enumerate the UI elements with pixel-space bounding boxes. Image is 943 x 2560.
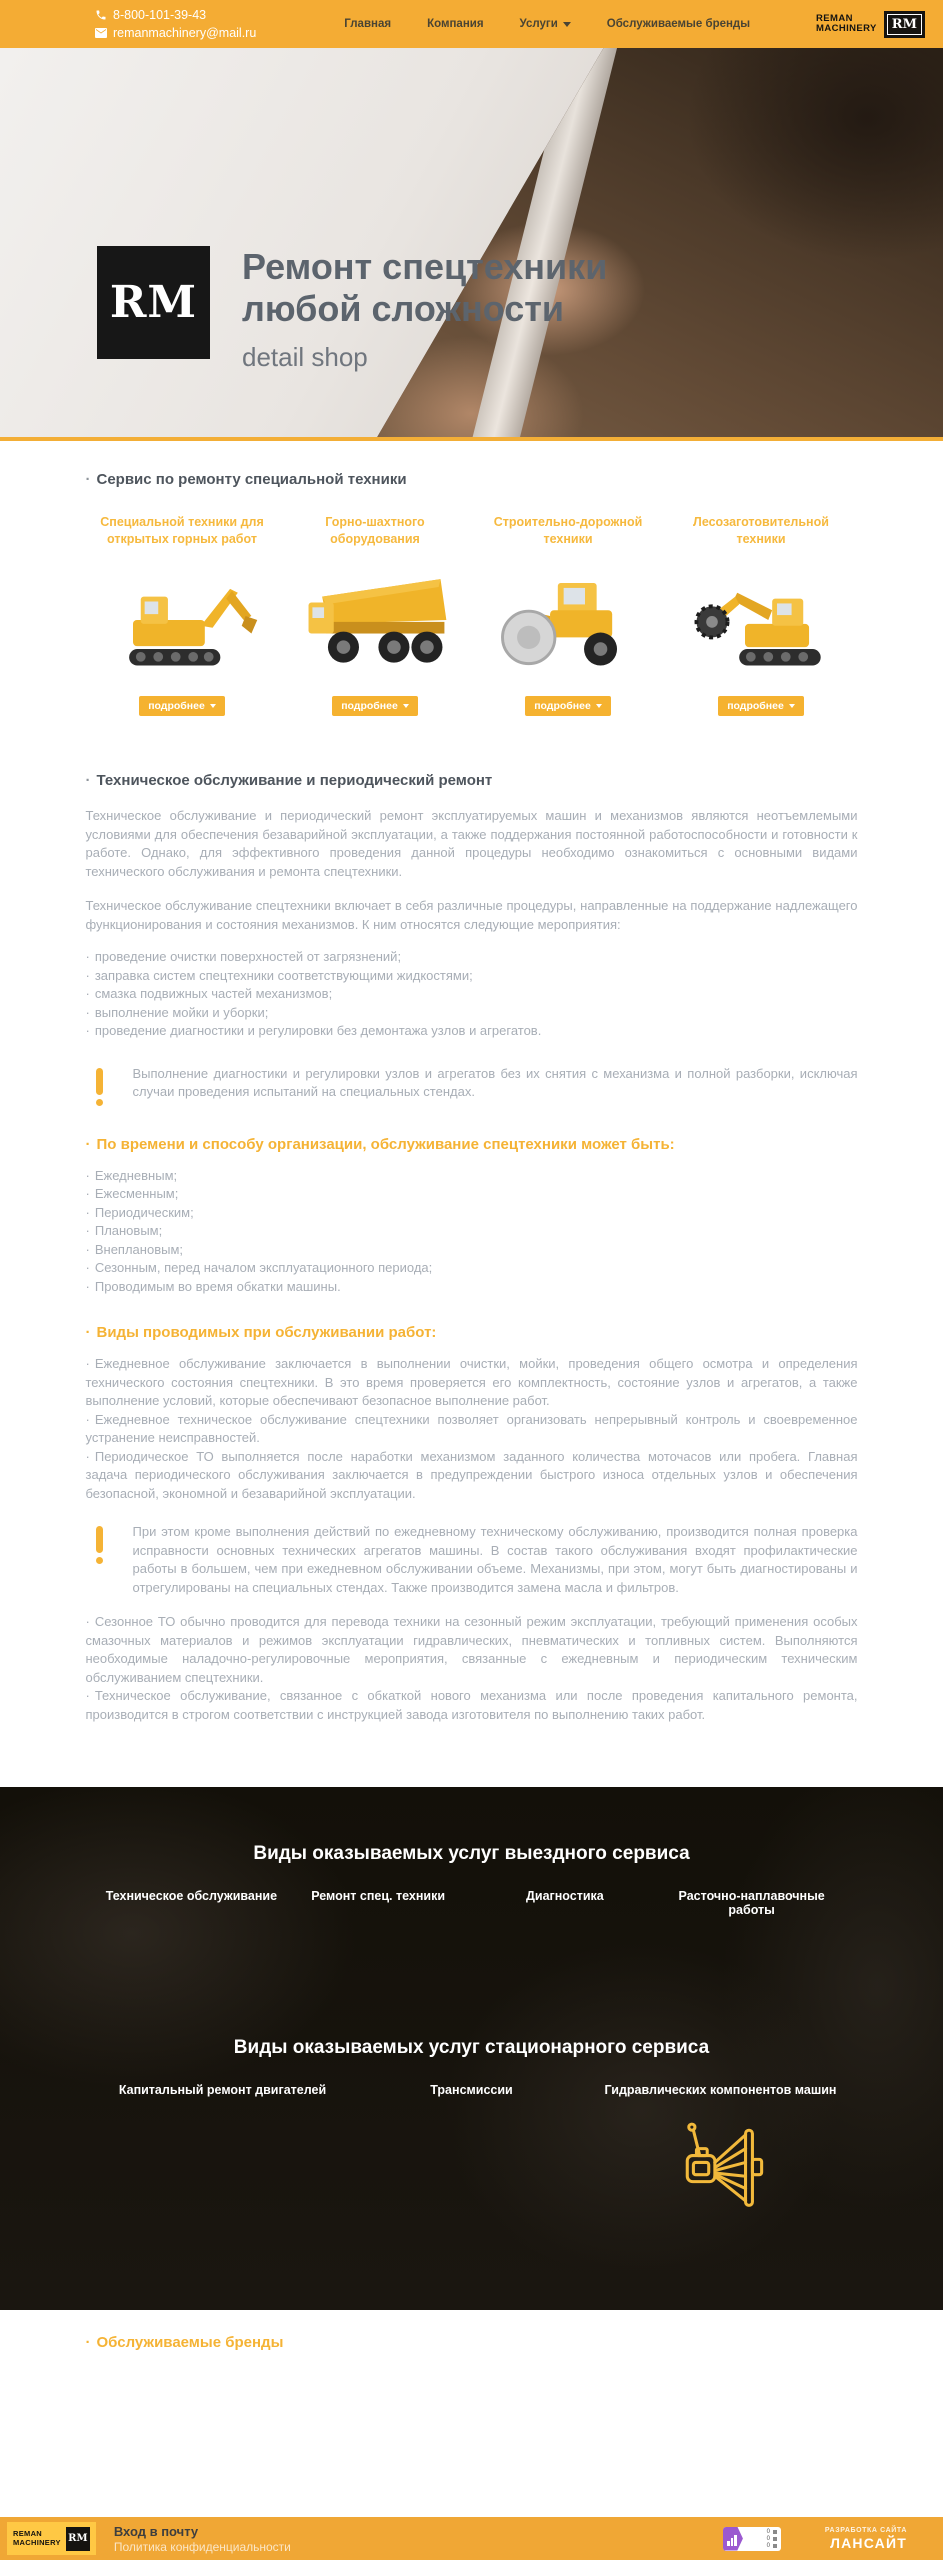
list-item: · Внеплановым; [85, 1241, 183, 1257]
hero-content [97, 246, 607, 373]
logo-line2: MACHINERY [816, 23, 877, 34]
top-bar [0, 0, 943, 48]
nav-item-home[interactable]: Главная [344, 18, 392, 30]
warning-text: При этом кроме выполнения действий по ежедневному техническому обслуживанию, производится полная проверка исправности основных технических агрегатов машины. В состав такого обслуживания входят профилактические работы в большем, чем при ежедневном обслуживании объеме. Механизмы, при этом, могут быть диагностированы и отрегулированы на специальных стендах. Также производится замена масла и фильтров. [132, 1524, 858, 1595]
card-title[interactable]: Лесозаготовительной техники [693, 515, 829, 546]
rm-logo-badge: RM [66, 2527, 90, 2551]
exclamation-icon [96, 1065, 103, 1106]
nav-item-services-label: Услуги [519, 18, 558, 30]
stationary-service-heading: Виды оказываемых услуг стационарного сервиса [233, 2037, 710, 2058]
brands-heading: · Обслуживаемые бренды [85, 2334, 284, 2351]
hero-title-line2: любой сложности [242, 287, 564, 329]
footer-links [114, 2524, 291, 2554]
phone-icon [95, 9, 107, 21]
counter-row-icon [773, 2530, 777, 2534]
hero-rm-logo: RM [97, 246, 210, 359]
card-forestry-machinery [665, 514, 858, 716]
counter-chart-icon [723, 2527, 743, 2551]
hero-title-line1: Ремонт спецтехники [242, 246, 608, 287]
mobile-service-heading: Виды оказываемых услуг выездного сервиса [253, 1843, 690, 1864]
email-icon [95, 28, 107, 38]
footer-right [723, 2527, 907, 2551]
service-types-list [86, 1167, 858, 1297]
chevron-down-icon [563, 22, 571, 27]
warning-text: Выполнение диагностики и регулировки узлов и агрегатов без их снятия с механизма и полной разборки, исключая случаи проведения испытаний на специальных стендах. [132, 1065, 858, 1099]
work-points [86, 1355, 858, 1503]
article-heading: · Техническое обслуживание и периодический ремонт [85, 772, 493, 789]
chevron-down-icon [403, 704, 409, 708]
logo-line1: REMAN [816, 12, 853, 24]
footer-logo-text: REMAN MACHINERY [13, 2529, 61, 2547]
hero-text [242, 246, 607, 373]
phone-number[interactable]: 8-800-101-39-43 [113, 7, 207, 22]
list-item: · проведение диагностики и регулировки без демонтажа узлов и агрегатов. [85, 1023, 542, 1038]
stationary-icons-row [98, 2113, 845, 2218]
more-button[interactable]: подробнее [139, 696, 225, 716]
mail-login-link[interactable]: Вход в почту [113, 2523, 199, 2539]
list-item: · заправка систем спецтехники соответствующими жидкостями; [85, 967, 473, 983]
service-item-repair: Ремонт спец. техники [311, 1889, 446, 1903]
more-button[interactable]: подробнее [718, 696, 804, 716]
privacy-policy-link[interactable]: Политика конфиденциальности [113, 2539, 291, 2554]
warning-note [86, 1065, 858, 1106]
main-nav [344, 18, 750, 30]
exclamation-icon [96, 1523, 103, 1597]
service-item-hydraulic-components: Гидравлических компонентов машин [604, 2083, 837, 2097]
service-item-transmissions: Трансмиссии [430, 2083, 513, 2097]
metal-rail-detail [458, 48, 625, 437]
service-item-diagnostics: Диагностика [526, 1889, 604, 1903]
list-item: · Периодическим; [85, 1204, 194, 1220]
orange-heading-organization: · По времени и способу организации, обслуживание спецтехники может быть: [85, 1135, 675, 1153]
chevron-down-icon [210, 704, 216, 708]
list-item: · Сезонным, перед началом эксплуатационного периода; [85, 1260, 433, 1275]
phone-row[interactable] [95, 6, 256, 24]
list-item: · проведение очистки поверхностей от загрязнений; [85, 949, 402, 964]
chevron-down-icon [596, 704, 602, 708]
main-content [0, 441, 943, 1787]
warning-note [86, 1523, 858, 1597]
article-paragraph: Техническое обслуживание и периодический ремонт эксплуатируемых машин и механизмов являются неотъемлемыми условиями для обеспечения безаварийной эксплуатации, а также поддержания постоянной работоспособности и готовности к работе. Однако, для эффективного проведения данной процедуры необходимо ознакомиться с основными видами технического обслуживания и ремонта спецтехники. [85, 808, 858, 879]
heading-bullet: · [85, 772, 91, 789]
service-cards [86, 514, 858, 716]
footer-logo[interactable] [7, 2522, 96, 2555]
list-item: · Проводимым во время обкатки машины. [85, 1278, 341, 1294]
maintenance-list [86, 948, 858, 1041]
hero-photo-repair-hands [0, 48, 943, 437]
dark-services-section [0, 1787, 943, 2310]
counter-row-icon [773, 2544, 777, 2548]
hero-subtitle: detail shop [242, 341, 368, 372]
email-row[interactable] [95, 24, 256, 42]
list-item: · Плановым; [85, 1223, 163, 1238]
counter-row-icon [773, 2537, 777, 2541]
footer [0, 2517, 943, 2560]
list-item: · смазка подвижных частей механизмов; [85, 986, 333, 1001]
point-paragraph: · Техническое обслуживание, связанное с обкаткой нового механизма или после проведения капитального ремонта, производится в строгом соответствии с инструкцией завода изготовителя по выполнению таких работ. [85, 1688, 858, 1722]
card-title[interactable]: Строительно-дорожной техники [493, 515, 643, 546]
nav-item-brands[interactable]: Обслуживаемые бренды [606, 18, 751, 30]
rm-logo-badge [884, 11, 925, 38]
counter-values [743, 2527, 781, 2551]
hero-section [0, 48, 943, 437]
service-item-maintenance: Техническое обслуживание [105, 1889, 278, 1903]
card-title[interactable]: Специальной техники для открытых горных работ [100, 515, 264, 546]
services-heading: · Сервис по ремонту специальной техники [85, 471, 407, 488]
nav-item-company[interactable]: Компания [427, 18, 484, 30]
counter-row: 0 [747, 2543, 777, 2549]
service-item-boring-welding: Расточно-наплавочные работы [678, 1889, 825, 1917]
hydraulic-component-icon [596, 2113, 845, 2218]
card-title[interactable]: Горно-шахтного оборудования [325, 515, 425, 546]
chain-detail [239, 48, 456, 437]
more-button[interactable]: подробнее [525, 696, 611, 716]
road-roller-image [478, 554, 659, 682]
list-item: · Ежедневным; [85, 1167, 178, 1183]
work-points [86, 1613, 858, 1724]
point-paragraph: · Ежедневное обслуживание заключается в выполнении очистки, мойки, проведения общего осмотра и определения технического состояния спецтехники. В это время проверяется его комплектность, состояние узлов и агрегатов, а также выполнение условий, которые обеспечивают безопасное выполнение работ. [85, 1356, 858, 1408]
list-item: · выполнение мойки и уборки; [85, 1004, 269, 1020]
visitor-counter-badge[interactable] [723, 2527, 781, 2551]
counter-row: 0 [747, 2536, 777, 2542]
more-button[interactable]: подробнее [332, 696, 418, 716]
orange-heading-work-types: · Виды проводимых при обслуживании работ: [85, 1324, 437, 1341]
rm-logo-letters: RM [887, 14, 922, 35]
excavator-image [92, 554, 273, 682]
point-paragraph: · Ежедневное техническое обслуживание спецтехники позволяет организовать непрерывный контроль и своевременное устранение неисправностей. [85, 1411, 858, 1445]
developer-credit-link[interactable]: РАЗРАБОТКА САЙТА ЛАНСАЙТ [824, 2526, 907, 2551]
header-logo[interactable] [816, 11, 925, 38]
forestry-harvester-image [671, 554, 852, 682]
service-item-engine-overhaul: Капитальный ремонт двигателей [118, 2083, 327, 2097]
point-paragraph: · Сезонное ТО обычно проводится для перевода техники на сезонный режим эксплуатации, требующий применения особых смазочных материалов и режимов эксплуатации гидравлических, пневматических и топливных систем. Выполняются необходимые наладочно-регулировочные мероприятия, связанные с ежедневным и периодическим техническим обслуживанием спецтехники. [85, 1614, 858, 1685]
email-address[interactable]: remanmachinery@mail.ru [113, 26, 257, 40]
header-logo-text [816, 14, 877, 35]
contact-block [95, 6, 256, 42]
nav-item-services[interactable] [520, 18, 571, 30]
brands-section [0, 2310, 943, 2517]
card-road-construction [472, 514, 665, 716]
list-item: · Ежесменным; [85, 1186, 179, 1201]
point-paragraph: · Периодическое ТО выполняется после наработки механизмом заданного количества моточасов или пробега. Главная задача периодического обслуживания заключается в предупреждении быстрого износа отдельных узлов и обеспечения безопасной, экономной и безаварийной эксплуатации. [85, 1448, 858, 1501]
article-paragraph: Техническое обслуживание спецтехники включает в себя различные процедуры, направленные на поддержание надлежащего функционирования и состояния механизмов. К ним относятся следующие мероприятия: [85, 898, 858, 932]
mobile-service-items [98, 1889, 845, 1917]
heading-bullet: · [85, 471, 91, 488]
chevron-down-icon [789, 704, 795, 708]
dump-truck-image [285, 554, 466, 682]
hero-title [242, 246, 607, 330]
card-mining-equipment [279, 514, 472, 716]
card-open-pit-machinery [86, 514, 279, 716]
counter-row: 0 [747, 2529, 777, 2535]
stationary-service-items [98, 2083, 845, 2097]
